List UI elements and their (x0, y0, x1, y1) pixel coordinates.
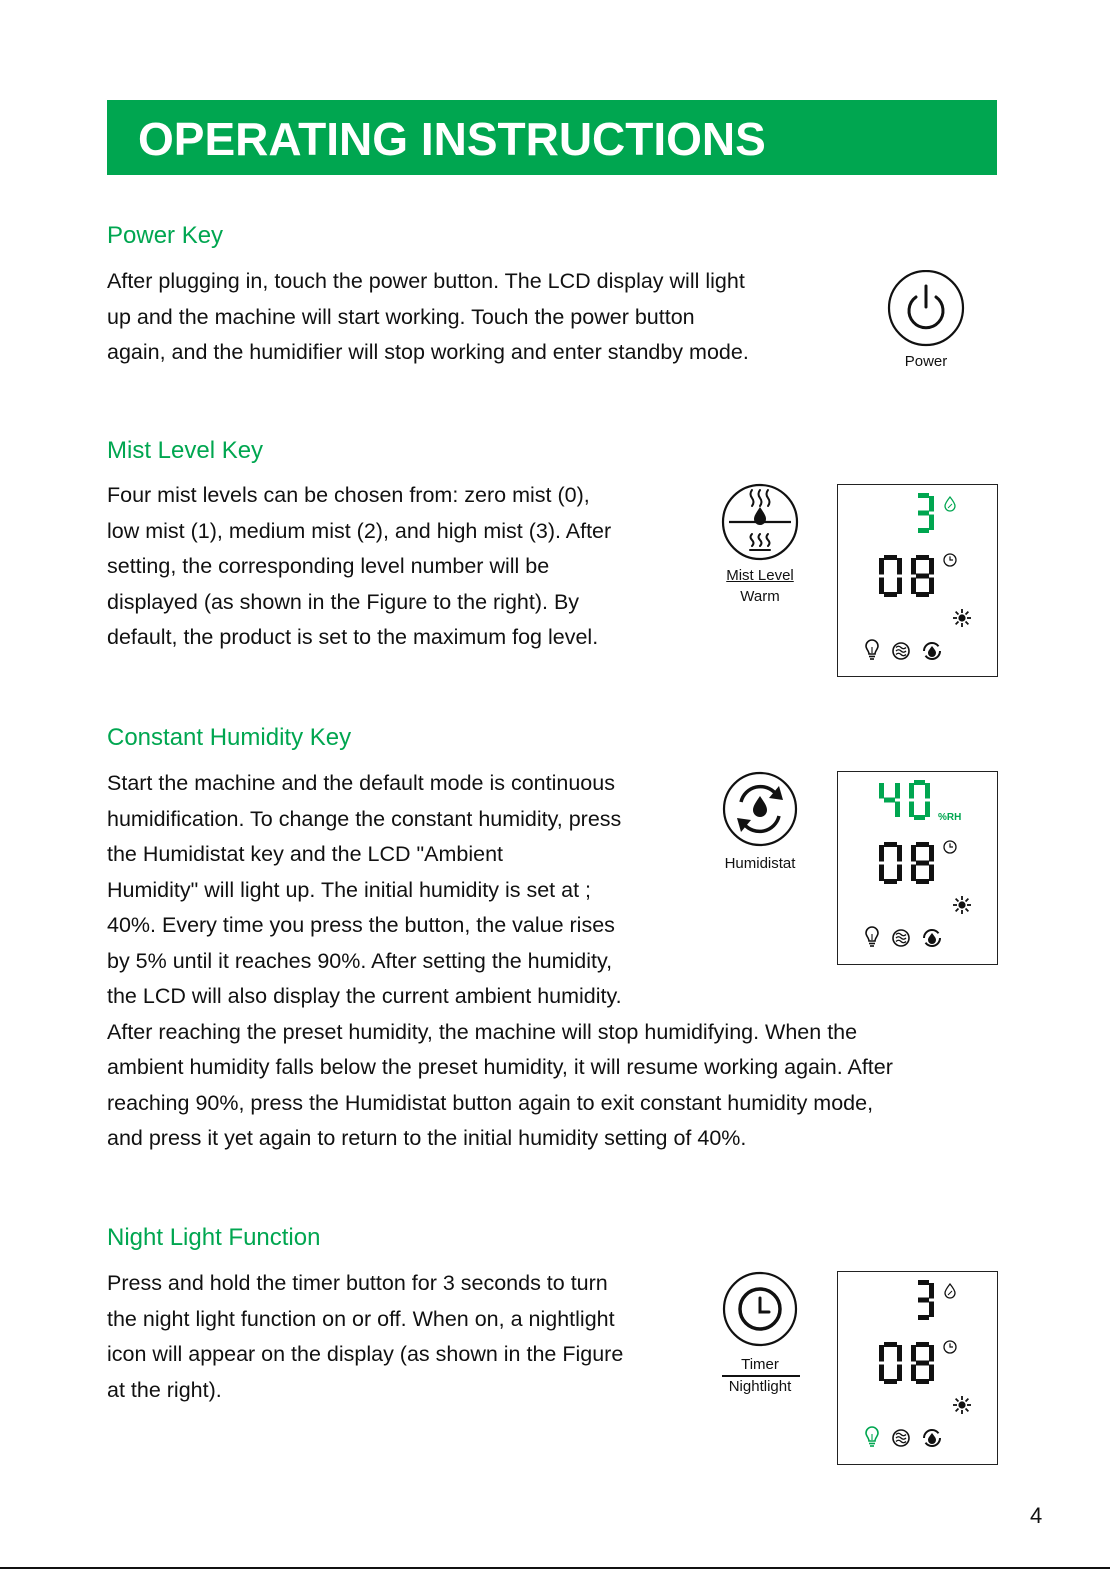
text-line: again, and the humidifier will stop working and enter standby mode. (107, 340, 749, 364)
segment-a (916, 842, 929, 847)
text-line: displayed (as shown in the Figure to the right). By (107, 589, 580, 614)
segment-d (884, 1379, 897, 1384)
segment-a (914, 780, 925, 785)
timer-button-illustration (721, 1270, 799, 1348)
page-title: OPERATING INSTRUCTIONS (138, 113, 766, 165)
clock-icon (944, 841, 956, 853)
timer-digits (879, 555, 934, 597)
section-text-power-key (107, 264, 749, 371)
text-line: default, the product is set to the maximum fog level. (107, 625, 599, 649)
section-heading-night-light-function: Night Light Function (107, 1224, 321, 1251)
nightlight-bulb-icon (866, 1427, 878, 1446)
segment-g (918, 511, 929, 516)
segment-d (918, 528, 929, 533)
text-line: the night light function on or off. When on, a nightlight (107, 1306, 615, 1331)
mist-wave-icon (893, 643, 909, 659)
text-line: the Humidistat key and the LCD "Ambient (107, 842, 504, 866)
text-line: reaching 90%, press the Humidistat button again to exit constant humidity mode, (107, 1090, 874, 1115)
segment-b (925, 783, 930, 799)
power-icon (886, 270, 966, 350)
segment-a (918, 493, 929, 498)
segment-c (897, 1365, 902, 1382)
timer-icon (721, 1270, 799, 1348)
lcd-display-nightlight (837, 1271, 998, 1465)
segment-b (929, 496, 934, 512)
segment-c (929, 578, 934, 595)
segment-c (929, 1365, 934, 1382)
bottom-rule (0, 1567, 1110, 1569)
segment-b (897, 845, 902, 862)
segment-f (879, 1345, 884, 1362)
segment-g (916, 1361, 929, 1366)
section-heading-mist-level-key: Mist Level Key (107, 437, 264, 464)
segment-f (911, 1345, 916, 1362)
text-line: ambient humidity falls below the preset humidity, it will resume working again. After (107, 1055, 893, 1079)
segment-d (914, 815, 925, 820)
segment-c (929, 865, 934, 882)
mist-wave-icon (893, 1430, 909, 1446)
timer-digits (879, 1342, 934, 1384)
segment-f (879, 783, 884, 799)
text-line: Press and hold the timer button for 3 seconds to turn (107, 1271, 608, 1295)
sun-icon (953, 896, 971, 914)
text-line: Humidity" will light up. The initial humidity is set at ; (107, 877, 592, 902)
segment-f (911, 845, 916, 862)
segment-a (884, 555, 897, 560)
humidity-cycle-icon (924, 1430, 940, 1446)
text-line: After reaching the preset humidity, the machine will stop humidifying. When the (107, 1019, 858, 1044)
timer-digits (879, 842, 934, 884)
text-line: Start the machine and the default mode is continuous (107, 771, 615, 795)
segment-a (884, 1342, 897, 1347)
segment-b (929, 1283, 934, 1299)
mist-level-caption: Mist Level (726, 567, 794, 584)
lcd-figure (838, 772, 996, 962)
segment-d (884, 879, 897, 884)
segment-g (884, 798, 895, 803)
lcd-display-mist (837, 484, 998, 677)
sun-icon (953, 1396, 971, 1414)
lcd-display-humidity (837, 771, 998, 965)
nightlight-bulb-icon (866, 927, 878, 946)
segment-b (895, 783, 900, 799)
segment-e (879, 865, 884, 882)
lcd-figure (838, 485, 996, 675)
segment-e (911, 578, 916, 595)
humidistat-button-illustration (721, 770, 799, 848)
segment-d (918, 1315, 929, 1320)
segment-f (909, 783, 914, 799)
mist-wave-icon (893, 930, 909, 946)
text-line: and press it yet again to return to the initial humidity setting of 40%. (107, 1126, 747, 1150)
segment-b (929, 845, 934, 862)
segment-b (897, 1345, 902, 1362)
segment-g (916, 574, 929, 579)
power-button-illustration (886, 270, 966, 350)
segment-b (929, 1345, 934, 1362)
segment-c (897, 865, 902, 882)
lcd-figure (838, 1272, 996, 1462)
segment-d (916, 592, 929, 597)
section-heading-power-key: Power Key (107, 222, 224, 249)
section-heading-constant-humidity-key: Constant Humidity Key (107, 724, 352, 751)
humidity-cycle-icon (924, 643, 940, 659)
mist-level-button-illustration (721, 482, 799, 562)
segment-e (879, 578, 884, 595)
top-value-digits (918, 493, 934, 533)
segment-g (916, 861, 929, 866)
humidistat-icon (721, 770, 799, 848)
segment-b (929, 558, 934, 575)
segment-a (916, 1342, 929, 1347)
segment-d (916, 879, 929, 884)
segment-a (884, 842, 897, 847)
timer-caption: Timer (741, 1356, 779, 1373)
top-value-digits (879, 780, 930, 820)
segment-c (925, 802, 930, 818)
segment-e (911, 865, 916, 882)
section-text-night-light-function (107, 1266, 623, 1408)
segment-a (918, 1280, 929, 1285)
title-banner (107, 100, 997, 175)
text-line: at the right). (107, 1377, 222, 1402)
mist-level-icon (721, 482, 799, 562)
text-line: up and the machine will start working. Touch the power button (107, 304, 695, 329)
text-line: low mist (1), medium mist (2), and high mist (3). After (107, 518, 612, 543)
segment-b (897, 558, 902, 575)
text-line: by 5% until it reaches 90%. After setting the humidity, (107, 948, 613, 973)
segment-f (879, 845, 884, 862)
text-line: Four mist levels can be chosen from: zero mist (0), (107, 483, 590, 507)
segment-f (911, 558, 916, 575)
text-line: icon will appear on the display (as shown in the Figure (107, 1342, 624, 1366)
segment-d (884, 592, 897, 597)
nightlight-caption: Nightlight (728, 1378, 792, 1395)
segment-e (879, 1365, 884, 1382)
segment-f (879, 558, 884, 575)
text-line: After plugging in, touch the power button. The LCD display will light (107, 269, 745, 293)
top-value-digits (918, 1280, 934, 1320)
text-line: humidification. To change the constant humidity, press (107, 806, 622, 831)
nightlight-bulb-icon (866, 640, 878, 659)
mist-drop-icon (945, 1284, 955, 1298)
mist-drop-icon (945, 497, 955, 511)
humidity-unit-label: %RH (938, 812, 962, 823)
humidity-cycle-icon (924, 930, 940, 946)
segment-e (909, 802, 914, 818)
text-line: setting, the corresponding level number will be (107, 554, 550, 578)
segment-c (929, 515, 934, 531)
power-caption: Power (904, 353, 948, 370)
segment-e (911, 1365, 916, 1382)
humidistat-caption: Humidistat (724, 855, 796, 872)
warm-caption: Warm (740, 588, 780, 605)
section-text-mist-level-key (107, 478, 611, 656)
sun-icon (953, 609, 971, 627)
segment-c (895, 802, 900, 818)
segment-a (916, 555, 929, 560)
clock-icon (944, 1341, 956, 1353)
caption-divider (722, 1375, 800, 1377)
clock-icon (944, 554, 956, 566)
page-number: 4 (1030, 1503, 1043, 1528)
segment-g (918, 1298, 929, 1303)
text-line: the LCD will also display the current ambient humidity. (107, 984, 622, 1008)
segment-d (916, 1379, 929, 1384)
segment-c (929, 1302, 934, 1318)
text-line: 40%. Every time you press the button, the value rises (107, 913, 615, 937)
segment-c (897, 578, 902, 595)
